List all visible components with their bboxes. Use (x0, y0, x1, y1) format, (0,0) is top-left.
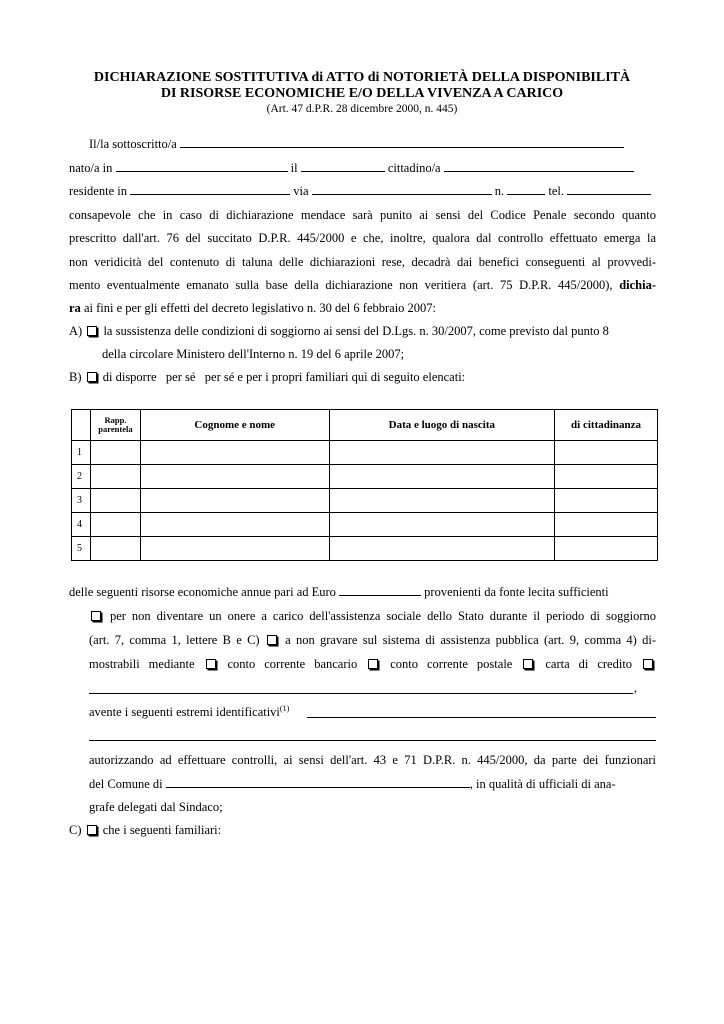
risorse-text-end: provenienti da fonte lecita sufficienti (424, 585, 609, 599)
cell-nascita[interactable] (329, 465, 555, 489)
document-title-line1: DICHIARAZIONE SOSTITUTIVA di ATTO di NOTORIETÀ DELLA DISPONIBILITÀ (93, 70, 631, 85)
family-table (71, 409, 658, 561)
document-subtitle: (Art. 47 d.P.R. 28 dicembre 2000, n. 445) (266, 103, 458, 115)
nota-1-marker: (1) (279, 703, 290, 713)
option-c-checkbox[interactable] (87, 825, 97, 835)
cell-nome[interactable] (140, 465, 329, 489)
via-label: via (293, 184, 309, 198)
paragraph-line-1: consapevole che in caso di dichiarazione mendace sarà punito ai sensi del Codice Penale secondo quanto (69, 208, 656, 222)
cell-parentela[interactable] (90, 513, 140, 537)
cell-nome[interactable] (140, 441, 329, 465)
option-b-checkbox[interactable] (87, 372, 97, 382)
carta-credito-checkbox[interactable] (523, 659, 533, 669)
table-row (72, 465, 658, 489)
row-number: 2 (72, 465, 91, 489)
tel-label: tel. (548, 184, 564, 198)
cell-parentela[interactable] (90, 537, 140, 561)
paragraph-line-2: prescritto dall'art. 76 del succitato D.P.R. 445/2000 e che, inoltre, qualora dal controllo effettuato emerga la (69, 231, 656, 245)
header-cognome-nome: Cognome e nome (140, 410, 329, 441)
cittadino-label: cittadino/a (387, 161, 441, 175)
option-b-row (69, 369, 656, 385)
table-header-row (72, 410, 658, 441)
nato-label: nato/a in (69, 161, 113, 175)
option-a-checkbox[interactable] (87, 326, 97, 336)
cittadinanza-field[interactable] (444, 160, 634, 172)
estremi-field[interactable] (307, 717, 656, 718)
cell-nome[interactable] (140, 489, 329, 513)
cell-cittadinanza[interactable] (555, 441, 658, 465)
residenza-field[interactable] (130, 183, 290, 195)
numero-label: n. (494, 184, 505, 198)
risorse-line-3-text-a: (art. 7, comma 1, lettere B e C) (89, 633, 260, 647)
onere-checkbox[interactable] (91, 611, 101, 621)
residente-label: residente in (69, 184, 127, 198)
table-row (72, 513, 658, 537)
cell-parentela[interactable] (90, 489, 140, 513)
paragraph-line-5-text: ai fini e per gli effetti del decreto legislativo n. 30 del 6 febbraio 2007: (83, 301, 437, 315)
cell-cittadinanza[interactable] (555, 489, 658, 513)
table-row (72, 441, 658, 465)
residenza-row (69, 183, 656, 199)
dichiara-part2: ra (69, 301, 81, 315)
cell-parentela[interactable] (90, 441, 140, 465)
option-b-label: B) (69, 370, 82, 384)
conto-bancario-checkbox[interactable] (206, 659, 216, 669)
ufficiali-text: , in qualità di ufficiali di ana- (469, 777, 616, 791)
risorse-row (69, 584, 656, 600)
option-a-label: A) (69, 324, 83, 338)
cell-nascita[interactable] (329, 441, 555, 465)
cell-nascita[interactable] (329, 537, 555, 561)
cell-parentela[interactable] (90, 465, 140, 489)
sottoscritto-row (89, 136, 676, 152)
cell-cittadinanza[interactable] (555, 537, 658, 561)
cell-cittadinanza[interactable] (555, 513, 658, 537)
sindaco-line: grafe delegati dal Sindaco; (89, 800, 223, 814)
table-row (72, 537, 658, 561)
option-a-text-line2: della circolare Ministero dell'Interno n. 19 del 6 aprile 2007; (102, 347, 405, 361)
risorse-line-4 (89, 656, 656, 672)
data-nascita-field[interactable] (301, 160, 385, 172)
paragraph-line-5 (69, 300, 656, 316)
dichiara-part1: dichia- (619, 278, 656, 292)
cell-cittadinanza[interactable] (555, 465, 658, 489)
altro-checkbox[interactable] (643, 659, 653, 669)
estremi-field-line2[interactable] (89, 740, 656, 741)
cell-nascita[interactable] (329, 489, 555, 513)
row-number: 4 (72, 513, 91, 537)
sottoscritto-field[interactable] (180, 136, 624, 148)
header-cittadinanza: di cittadinanza (555, 410, 658, 441)
sottoscritto-label: Il/la sottoscritto/a (89, 137, 177, 151)
option-c-label: C) (69, 823, 82, 837)
risorse-line-2 (89, 608, 656, 624)
row-number: 1 (72, 441, 91, 465)
conto-postale-checkbox[interactable] (368, 659, 378, 669)
option-c-text: che i seguenti familiari: (102, 823, 222, 837)
header-index (72, 410, 91, 441)
assistenza-checkbox[interactable] (267, 635, 277, 645)
risorse-text: delle seguenti risorse economiche annue pari ad Euro (69, 585, 336, 599)
header-data-luogo-nascita: Data e luogo di nascita (329, 410, 555, 441)
paragraph-line-4 (69, 277, 656, 293)
cell-nome[interactable] (140, 513, 329, 537)
header-rapp-parentela: Rapp. parentela (90, 410, 140, 441)
row-number: 5 (72, 537, 91, 561)
conto-postale-label: conto corrente postale (390, 657, 513, 671)
row-number: 3 (72, 489, 91, 513)
carta-credito-label: carta di credito (545, 657, 633, 671)
paragraph-line-3: non veridicità del contenuto di taluna delle dichiarazioni rese, decadrà dai benefici conseguenti al provvedi- (69, 255, 656, 269)
numero-field[interactable] (507, 183, 545, 195)
il-label: il (290, 161, 298, 175)
nascita-row (69, 160, 656, 176)
altro-mezzo-field[interactable] (89, 693, 633, 694)
estremi-label: avente i seguenti estremi identificativi (89, 705, 280, 719)
risorse-line-3-text-b: a non gravare sul sistema di assistenza pubblica (art. 9, comma 4) di- (285, 633, 657, 647)
option-b-text: di disporre per sé per sé e per i propri familiari quì di seguito elencati: (102, 370, 466, 384)
comune-label: del Comune di (89, 777, 163, 791)
luogo-nascita-field[interactable] (116, 160, 288, 172)
telefono-field[interactable] (567, 183, 651, 195)
importo-euro-field[interactable] (339, 584, 421, 596)
option-c-row (69, 822, 656, 838)
altro-mezzo-comma: , (634, 681, 638, 695)
option-a-text: la sussistenza delle condizioni di soggiorno ai sensi del D.Lgs. n. 30/2007, come previsto dal punto 8 (103, 324, 609, 338)
cell-nome[interactable] (140, 537, 329, 561)
comune-row (89, 776, 656, 792)
dimostrabili-text: mostrabili mediante (89, 657, 195, 671)
risorse-line-3 (89, 632, 656, 648)
comune-field[interactable] (166, 776, 470, 788)
document-title-line2: DI RISORSE ECONOMICHE E/O DELLA VIVENZA A CARICO (160, 86, 564, 101)
conto-bancario-label: conto corrente bancario (227, 657, 358, 671)
option-a-row (69, 323, 656, 339)
controlli-line: autorizzando ad effettuare controlli, ai sensi dell'art. 43 e 71 D.P.R. n. 445/2000, da parte dei funzionari (89, 753, 656, 767)
via-field[interactable] (312, 183, 492, 195)
table-row (72, 489, 658, 513)
paragraph-line-4-text: mento eventualmente emanato sulla base della dichiarazione non veritiera (art. 75 D.P.R. 445/2000), (69, 278, 613, 292)
risorse-line-2-text: per non diventare un onere a carico dell'assistenza sociale dello Stato durante il periodo di soggiorno (109, 609, 656, 623)
cell-nascita[interactable] (329, 513, 555, 537)
